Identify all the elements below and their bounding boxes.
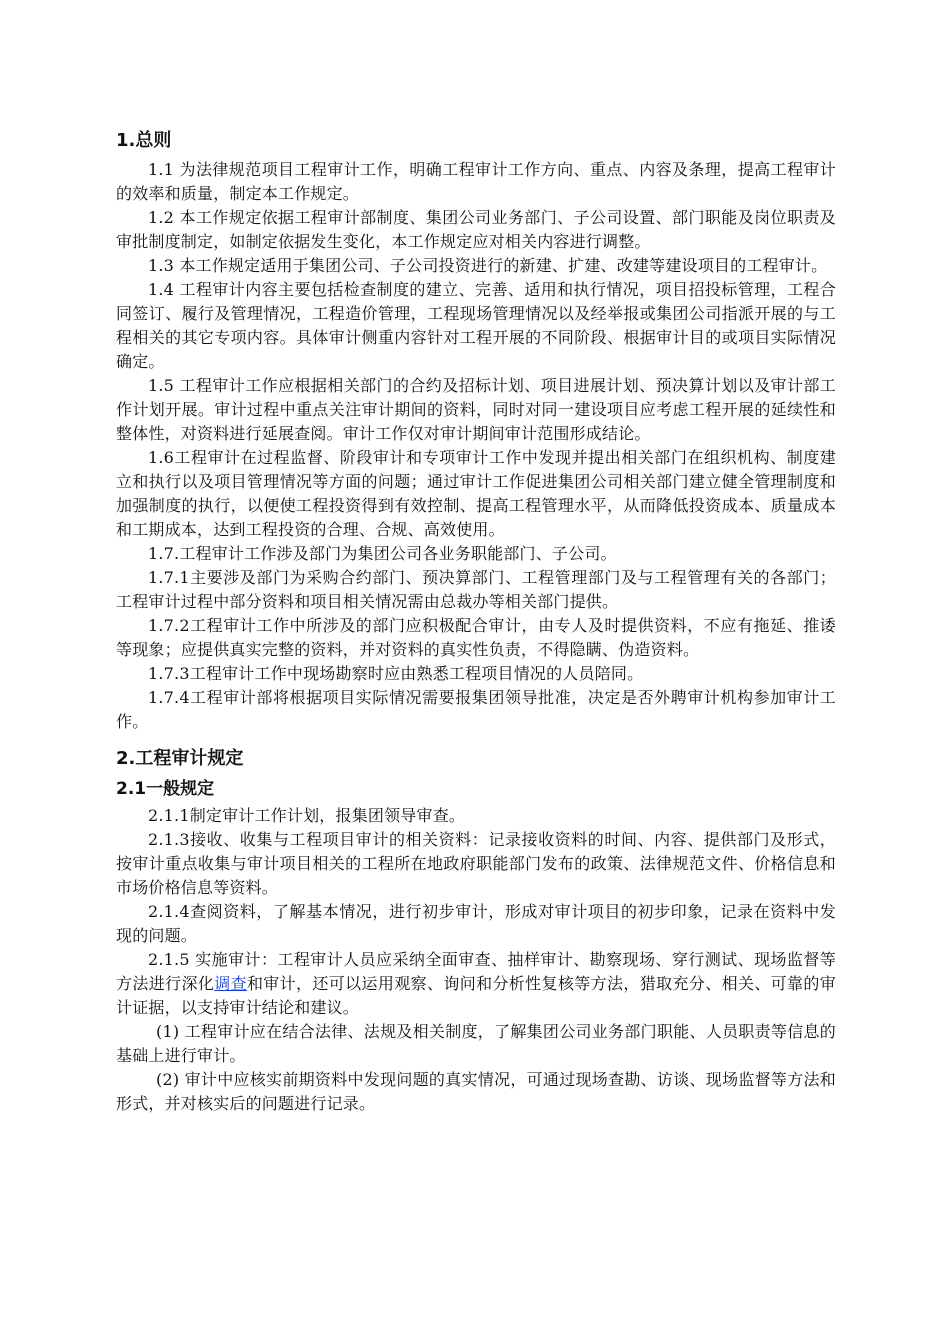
paragraph-2-1-5-item-1: (1) 工程审计应在结合法律、法规及相关制度，了解集团公司业务部门职能、人员职责等信息的基础上进行审计。	[116, 1022, 836, 1065]
paragraph-1-3: 1.3 本工作规定适用于集团公司、子公司投资进行的新建、扩建、改建等建设项目的工程审计。	[148, 256, 828, 275]
paragraph-2-1-3: 2.1.3接收、收集与工程项目审计的相关资料：记录接收资料的时间、内容、提供部门及形式，按审计重点收集与审计项目相关的工程所在地政府职能部门发布的政策、法律规范文件、价格信息和市场价格信息等资料。	[116, 830, 836, 897]
document-page	[116, 126, 836, 1116]
paragraph-1-7-1: 1.7.1主要涉及部门为采购合约部门、预决算部门、工程管理部门及与工程管理有关的各部门；工程审计过程中部分资料和项目相关情况需由总裁办等相关部门提供。	[116, 568, 836, 611]
section-1-title: 1.总则	[116, 130, 172, 151]
paragraph-2-1-1: 2.1.1制定审计工作计划，报集团领导审查。	[148, 806, 466, 825]
section-2-title: 2.工程审计规定	[116, 748, 244, 769]
paragraph-2-1-5-item-2: (2) 审计中应核实前期资料中发现问题的真实情况，可通过现场查勘、访谈、现场监督等方法和形式，并对核实后的问题进行记录。	[116, 1070, 836, 1113]
paragraph-1-4: 1.4 工程审计内容主要包括检查制度的建立、完善、适用和执行情况，项目招投标管理，工程合同签订、履行及管理情况，工程造价管理，工程现场管理情况以及经举报或集团公司指派开展的与工程相关的其它专项内容。具体审计侧重内容针对工程开展的不同阶段、根据审计目的或项目实际情况确定。	[116, 280, 836, 371]
paragraph-2-1-4: 2.1.4查阅资料，了解基本情况，进行初步审计，形成对审计项目的初步印象，记录在资料中发现的问题。	[116, 902, 836, 945]
paragraph-2-1-5-text-b: 和审计，还可以运用观察、询问和分析性复核等方法，猎取充分、相关、可靠的审计证据，以支持审计结论和建议。	[116, 974, 836, 1017]
paragraph-1-7-4: 1.7.4工程审计部将根据项目实际情况需要报集团领导批准，决定是否外聘审计机构参加审计工作。	[116, 688, 836, 731]
paragraph-1-7-2: 1.7.2工程审计工作中所涉及的部门应积极配合审计，由专人及时提供资料，不应有拖延、推诿等现象；应提供真实完整的资料，并对资料的真实性负责，不得隐瞒、伪造资料。	[116, 616, 836, 659]
section-2-1-title: 2.1一般规定	[116, 779, 215, 799]
paragraph-1-6: 1.6工程审计在过程监督、阶段审计和专项审计工作中发现并提出相关部门在组织机构、制度建立和执行以及项目管理情况等方面的问题；通过审计工作促进集团公司相关部门建立健全管理制度和加强制度的执行，以便使工程投资得到有效控制、提高工程管理水平，从而降低投资成本、质量成本和工期成本，达到工程投资的合理、合规、高效使用。	[116, 448, 836, 539]
paragraph-2-1-5	[116, 948, 836, 1020]
section-gap	[116, 734, 836, 744]
paragraph-1-5: 1.5 工程审计工作应根据相关部门的合约及招标计划、项目进展计划、预决算计划以及审计部工作计划开展。审计过程中重点关注审计期间的资料，同时对同一建设项目应考虑工程开展的延续性和整体性，对资料进行延展查阅。审计工作仅对审计期间审计范围形成结论。	[116, 376, 836, 443]
paragraph-1-1: 1.1 为法律规范项目工程审计工作，明确工程审计工作方向、重点、内容及条理，提高工程审计的效率和质量，制定本工作规定。	[116, 160, 836, 203]
investigation-link[interactable]: 调查	[214, 974, 247, 993]
paragraph-1-7-3: 1.7.3工程审计工作中现场勘察时应由熟悉工程项目情况的人员陪同。	[148, 664, 644, 683]
paragraph-1-7: 1.7.工程审计工作涉及部门为集团公司各业务职能部门、子公司。	[148, 544, 617, 563]
paragraph-1-2: 1.2 本工作规定依据工程审计部制度、集团公司业务部门、子公司设置、部门职能及岗位职责及审批制度制定，如制定依据发生变化，本工作规定应对相关内容进行调整。	[116, 208, 836, 251]
paragraph-2-1-5-text-a: 2.1.5 实施审计：工程审计人员应采纳全面审查、抽样审计、勘察现场、穿行测试、现场监督等方法进行深化	[116, 950, 836, 993]
